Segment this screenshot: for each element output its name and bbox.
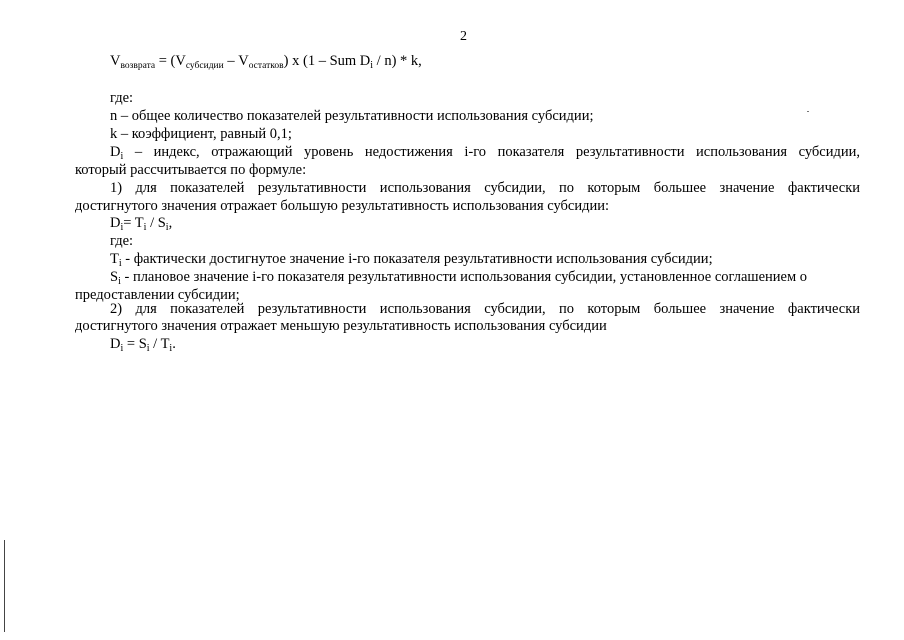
- formula-minus-v: – V: [223, 53, 249, 69]
- f2-end: .: [172, 336, 176, 352]
- formula-eq-open: = (V: [155, 53, 186, 69]
- f1-d: D: [110, 215, 121, 231]
- si-s: S: [110, 269, 119, 285]
- f2-slash: / T: [149, 336, 170, 352]
- scan-speck: [807, 111, 809, 112]
- di-sub-i: i: [120, 151, 124, 162]
- return-volume-formula: [110, 52, 422, 75]
- di-definition-text: – индекс, отражающий уровень недостижения i-го показателя результативности использования субсидии,: [134, 144, 860, 160]
- formula-sub-subsidy: субсидии: [185, 61, 224, 71]
- f1-sub-i-2: i: [143, 222, 147, 233]
- page-number: 2: [460, 29, 467, 44]
- k-definition: k – коэффициент, равный 0,1;: [110, 126, 292, 142]
- formula-close-times: ) x (1 – Sum D: [283, 53, 371, 69]
- ti-t: T: [110, 251, 119, 267]
- formula-sub-return: возврата: [120, 61, 156, 71]
- ti-sub-i: i: [118, 258, 122, 269]
- formula-tail: / n) * k,: [373, 53, 422, 69]
- si-sub-i: i: [118, 276, 121, 287]
- formula-sub-remainder: остатков: [248, 61, 284, 71]
- ti-text: - фактически достигнутое значение i-го показателя результативности использования субсидии;: [121, 251, 713, 267]
- f2-d: D: [110, 336, 121, 352]
- case1-line2: достигнутого значения отражает большую результативность использования субсидии:: [75, 198, 610, 214]
- f1-sub-i-3: i: [165, 222, 169, 233]
- formula-v: V: [110, 53, 121, 69]
- where-label-1: где:: [110, 90, 134, 106]
- di-d: D: [110, 144, 121, 160]
- formula-sub-i: i: [370, 60, 374, 71]
- di-symbol: [110, 144, 123, 160]
- where-label-2: где:: [110, 233, 134, 249]
- f2-sub-i-2: i: [146, 343, 150, 354]
- f1-mid: = T: [123, 215, 144, 231]
- di-definition-line2: который рассчитывается по формуле:: [75, 162, 307, 178]
- si-text: - плановое значение i-го показателя результативности использования субсидии, установленное соглашением о: [120, 269, 808, 285]
- f1-sub-i-1: i: [120, 222, 124, 233]
- case2-line1: 2) для показателей результативности использования субсидии, по которым большее значение фактически: [110, 301, 860, 317]
- si-definition-line2: предоставлении субсидии;: [75, 287, 240, 303]
- left-margin-rule: [4, 540, 5, 632]
- f2-mid: = S: [123, 336, 147, 352]
- n-definition: n – общее количество показателей результативности использования субсидии;: [110, 108, 594, 124]
- case2-line2: достигнутого значения отражает меньшую результативность использования субсидии: [75, 318, 607, 334]
- f2-sub-i-1: i: [120, 343, 124, 354]
- f2-sub-i-3: i: [169, 343, 173, 354]
- f1-end: ,: [168, 215, 173, 231]
- formula-2: [110, 335, 176, 358]
- case1-line1: 1) для показателей результативности использования субсидии, по которым большее значение фактически: [110, 180, 860, 196]
- f1-slash: / S: [146, 215, 166, 231]
